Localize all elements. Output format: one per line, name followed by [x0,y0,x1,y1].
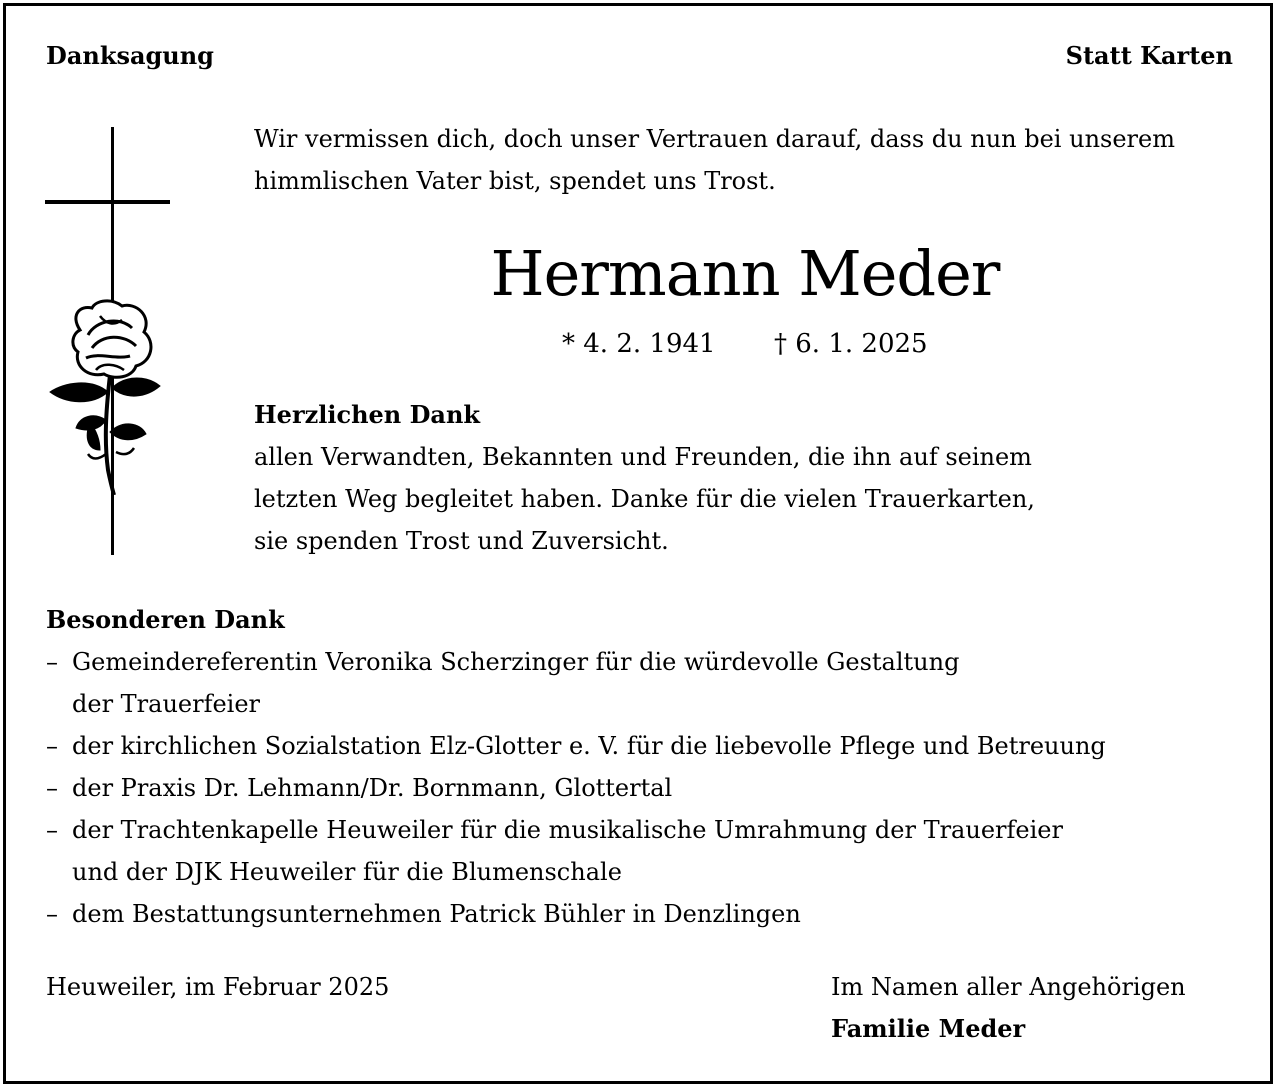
dash-bullet: – [46,648,58,676]
place-and-date: Heuweiler, im Februar 2025 [46,973,390,1001]
dash-bullet: – [46,774,58,802]
list-item-text: der Trachtenkapelle Heuweiler für die musikalische Umrahmung der Trauerfeier [72,816,1063,844]
family-name: Familie Meder [831,1014,1026,1043]
dash-bullet: – [46,900,58,928]
header-left: Danksagung [46,41,214,70]
motto [254,118,1175,202]
thanks-heading: Herzlichen Dank [254,400,481,429]
cross-with-rose-icon [40,120,170,560]
header-right: Statt Karten [1065,41,1233,70]
list-item [46,725,1106,767]
special-thanks-heading: Besonderen Dank [46,605,285,634]
motto-line: Wir vermissen dich, doch unser Vertrauen darauf, dass du nun bei unserem [254,125,1175,153]
list-item-continuation: und der DJK Heuweiler für die Blumenschale [72,858,622,886]
signature-line: Im Namen aller Angehörigen [831,973,1186,1001]
list-item [46,809,1106,893]
list-item-text: der Praxis Dr. Lehmann/Dr. Bornmann, Glottertal [72,774,673,802]
thanks-line: sie spenden Trost und Zuversicht. [254,527,669,555]
list-item [46,641,1106,725]
dash-bullet: – [46,732,58,760]
dash-bullet: – [46,816,58,844]
list-item [46,893,1106,935]
list-item-text: Gemeindereferentin Veronika Scherzinger für die würdevolle Gestaltung [72,648,960,676]
thanks-line: letzten Weg begleitet haben. Danke für die vielen Trauerkarten, [254,485,1035,513]
list-item-text: dem Bestattungsunternehmen Patrick Bühler in Denzlingen [72,900,801,928]
birth-date: * 4. 2. 1941 [562,329,716,359]
motto-line: himmlischen Vater bist, spendet uns Trost. [254,167,776,195]
thanks-section [254,394,1035,562]
list-item [46,767,1106,809]
signature [831,966,1186,1050]
list-item-text: der kirchlichen Sozialstation Elz-Glotter e. V. für die liebevolle Pflege und Betreuung [72,732,1106,760]
death-date: † 6. 1. 2025 [774,329,928,359]
special-thanks-section [46,599,1106,935]
list-item-continuation: der Trauerfeier [72,690,261,718]
rose-icon [50,301,160,495]
thanks-line: allen Verwandten, Bekannten und Freunden, die ihn auf seinem [254,443,1032,471]
deceased-name: Hermann Meder [490,237,1000,310]
